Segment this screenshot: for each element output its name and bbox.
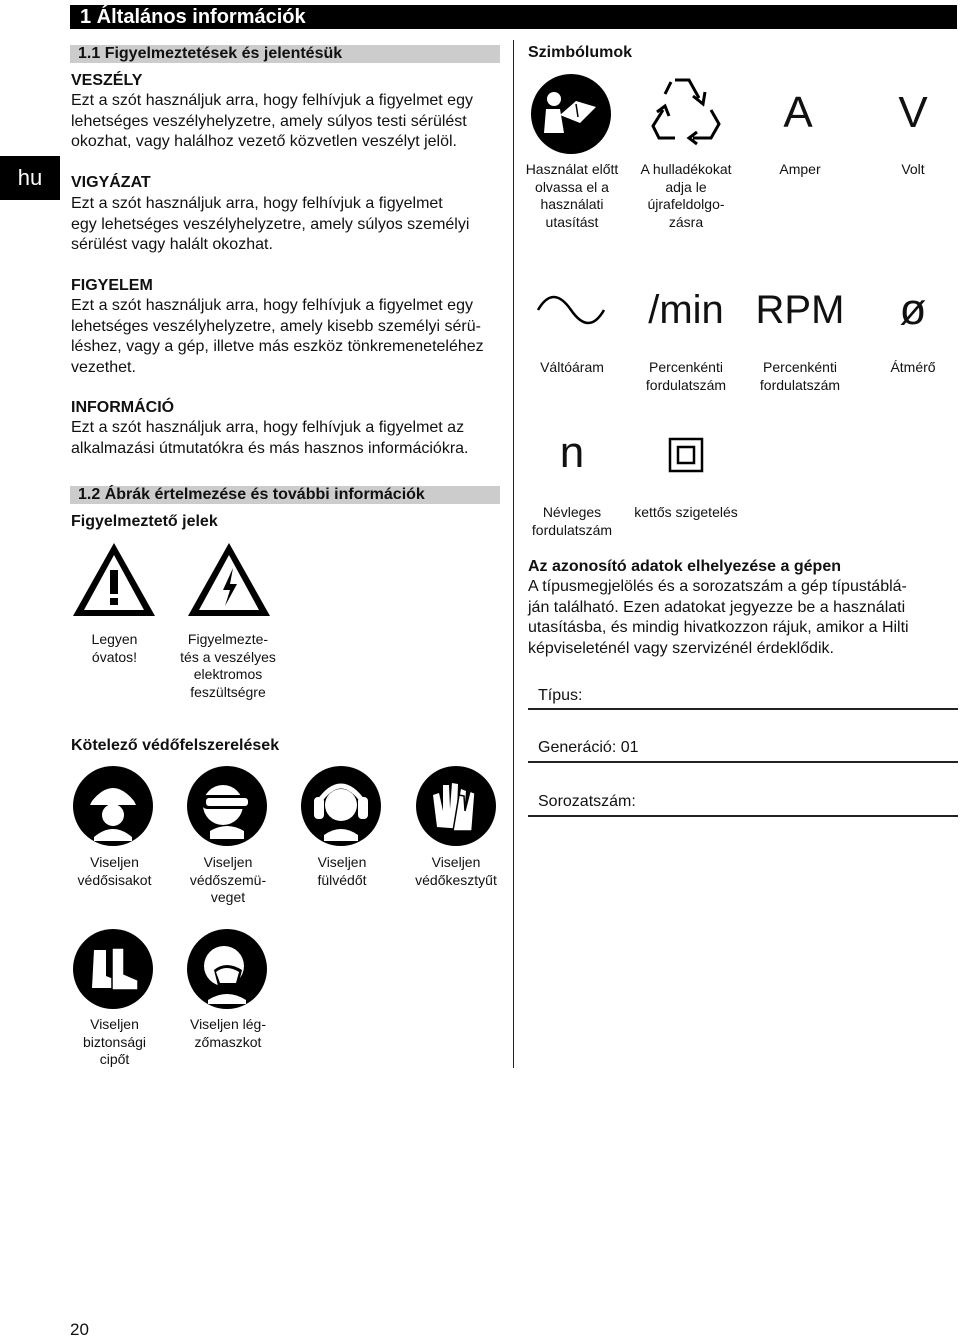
page-number: 20	[70, 1320, 89, 1339]
volt-caption: Volt	[901, 161, 925, 177]
double-insulation-icon	[668, 437, 704, 473]
recycle-icon	[645, 70, 727, 150]
read-manual-icon	[530, 73, 612, 155]
ampere-symbol: A	[783, 88, 813, 137]
symbols-heading: Szimbólumok	[528, 44, 633, 61]
notice-text: Ezt a szót használjuk arra, hogy felhívjuk a figyelmet egy lehetséges veszélyhelyzetre, amely kisebb személyi sérü- léshez, vagy a gép, illetve más eszköz tönkremeneteléhez vezethet.	[71, 297, 484, 376]
ear-protection-icon	[300, 765, 382, 847]
warning-signs-heading: Figyelmeztető jelek	[71, 513, 218, 530]
section-1-2-title: 1.2 Ábrák értelmezése és további információk	[70, 486, 500, 504]
respirator-mask-icon	[186, 928, 268, 1010]
recycle-caption: A hulladékokat adja le újrafeldolgo-zásra	[640, 161, 732, 230]
caution-text: Ezt a szót használjuk arra, hogy felhívjuk a figyelmet egy lehetséges veszélyhelyzetre, amely súlyos személyi sérülést vagy halált okozhat.	[71, 195, 470, 253]
rated-speed-symbol: n	[559, 428, 585, 477]
notice-heading: FIGYELEM	[71, 277, 153, 294]
electric-voltage-warning-icon	[185, 540, 273, 620]
diameter-caption: Átmérő	[890, 359, 936, 375]
type-label: Típus:	[538, 687, 583, 704]
volt-symbol: V	[898, 88, 928, 137]
rpm-symbol: RPM	[755, 288, 845, 332]
double-insulation-caption: kettős szigetelés	[634, 504, 738, 520]
ppe-caption-shoes: Viseljen biztonsági cipőt	[82, 1016, 147, 1067]
ppe-caption-goggles: Viseljen védőszemü-veget	[189, 854, 267, 905]
danger-text: Ezt a szót használjuk arra, hogy felhívjuk a figyelmet egy lehetséges veszélyhelyzetre, amely súlyos testi sérülést okozhat, vagy halálhoz vezető közvetlen veszélyt jelöl.	[71, 92, 473, 150]
danger-heading: VESZÉLY	[71, 72, 143, 89]
ppe-caption-gloves: Viseljen védőkesztyűt	[415, 854, 497, 888]
alternating-current-icon	[535, 290, 607, 330]
caution-heading: VIGYÁZAT	[71, 174, 151, 191]
section-1-1-title: 1.1 Figyelmeztetések és jelentésük	[70, 45, 500, 63]
diameter-symbol: ø	[899, 285, 927, 334]
ppe-caption-mask: Viseljen lég-zőmaszkot	[189, 1016, 266, 1050]
generation-label: Generáció: 01	[538, 739, 639, 756]
identification-text: A típusmegjelölés és a sorozatszám a gép típustáblá- ján található. Ezen adatokat jegyezze be a használati utasításba, és mindig hivatkozzon rájuk, amikor a Hilti képviseleténél vagy szervizénél érdeklődik.	[528, 578, 909, 657]
generation-field-line[interactable]	[528, 761, 958, 763]
chapter-title: 1 Általános információk	[70, 5, 957, 29]
serial-number-field-line[interactable]	[528, 815, 958, 817]
per-minute-caption: Percenkénti fordulatszám	[645, 359, 727, 393]
column-divider	[513, 40, 514, 1068]
ppe-caption-helmet: Viseljen védősisakot	[77, 854, 152, 888]
rpm-caption: Percenkénti fordulatszám	[759, 359, 841, 393]
warning-caption-careful: Legyen óvatos!	[91, 631, 138, 665]
safety-shoes-icon	[72, 928, 154, 1010]
warning-caption-voltage: Figyelmezte-tés a veszélyes elektromos feszültségre	[180, 631, 276, 700]
language-tab: hu	[0, 156, 60, 200]
rated-speed-caption: Névleges fordulatszám	[531, 504, 613, 538]
serial-number-label: Sorozatszám:	[538, 793, 636, 810]
read-manual-caption: Használat előtt olvassa el a használati utasítást	[525, 161, 619, 230]
hard-hat-icon	[72, 765, 154, 847]
type-field-line[interactable]	[528, 708, 958, 710]
general-warning-icon	[70, 540, 158, 620]
ac-caption: Váltóáram	[540, 359, 604, 375]
safety-goggles-icon	[186, 765, 268, 847]
per-minute-symbol: /min	[648, 288, 724, 332]
identification-heading: Az azonosító adatok elhelyezése a gépen	[528, 558, 841, 575]
info-heading: INFORMÁCIÓ	[71, 399, 175, 416]
ppe-caption-ear: Viseljen fülvédőt	[317, 854, 367, 888]
info-text: Ezt a szót használjuk arra, hogy felhívjuk a figyelmet az alkalmazási útmutatókra és más hasznos információkra.	[71, 419, 469, 457]
ampere-caption: Amper	[779, 161, 821, 177]
mandatory-ppe-heading: Kötelező védőfelszerelések	[71, 737, 280, 754]
protective-gloves-icon	[415, 765, 497, 847]
